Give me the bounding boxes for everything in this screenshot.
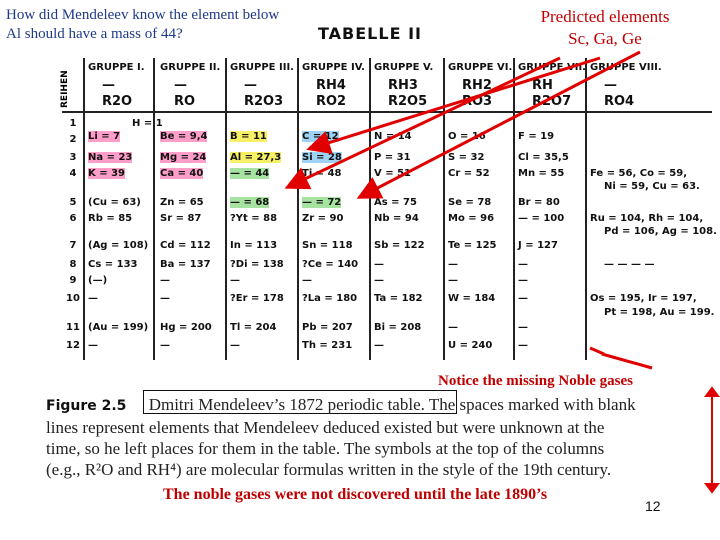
element-cell: (Ag = 108) xyxy=(88,240,149,251)
element-cell: Os = 195, Ir = 197, xyxy=(590,293,697,304)
element-cell: Cd = 112 xyxy=(160,240,211,251)
predicted-line-1: Predicted elements xyxy=(540,7,670,26)
group-header: GRUPPE II. xyxy=(160,62,221,73)
element-cell: — xyxy=(160,293,170,304)
element-cell: Ta = 182 xyxy=(374,293,423,304)
element-cell: — xyxy=(88,340,98,351)
element-cell: Sn = 118 xyxy=(302,240,353,251)
row-number: 9 xyxy=(69,275,77,286)
element-cell: Ru = 104, Rh = 104, xyxy=(590,213,704,224)
element-cell: Zn = 65 xyxy=(160,197,204,208)
oxide-formula: RO3 xyxy=(462,94,493,109)
group-header: GRUPPE IV. xyxy=(302,62,365,73)
element-cell: Sr = 87 xyxy=(160,213,202,224)
arrow-to-72 xyxy=(362,52,640,196)
element-cell: — = 68 xyxy=(230,197,270,208)
noble-gas-underline xyxy=(602,354,652,368)
element-cell: Hg = 200 xyxy=(160,322,212,333)
element-cell: ?Di = 138 xyxy=(230,259,284,270)
group-header: GRUPPE VII. xyxy=(518,62,586,73)
group-header: GRUPPE III. xyxy=(230,62,294,73)
oxide-formula: RO xyxy=(174,94,196,109)
element-cell: K = 39 xyxy=(88,168,126,179)
element-cell: — xyxy=(230,275,240,286)
element-cell: Pb = 207 xyxy=(302,322,353,333)
row-number: 2 xyxy=(69,134,77,145)
hydride-formula: — xyxy=(604,78,617,93)
element-cell: — xyxy=(374,259,384,270)
hydrogen-cell: H = 1 xyxy=(132,118,163,129)
element-cell: (Au = 199) xyxy=(88,322,149,333)
element-cell: — = 100 xyxy=(518,213,565,224)
element-cell: — xyxy=(518,340,528,351)
row-number: 10 xyxy=(66,293,80,304)
figure-caption xyxy=(46,394,720,480)
hydride-formula: RH4 xyxy=(316,78,346,93)
element-cell: ?Ce = 140 xyxy=(302,259,359,270)
element-cell: Mo = 96 xyxy=(448,213,495,224)
table-title: TABELLE II xyxy=(318,24,422,43)
element-cell: — = 72 xyxy=(302,197,342,208)
element-cell: Ba = 137 xyxy=(160,259,211,270)
row-number: 3 xyxy=(69,152,77,163)
row-number: 4 xyxy=(69,168,77,179)
element-cell: — xyxy=(448,275,458,286)
row-number: 6 xyxy=(69,213,77,224)
row-number: 8 xyxy=(69,259,77,270)
element-cell: Th = 231 xyxy=(302,340,353,351)
group-viii-cell: Pd = 106, Ag = 108. xyxy=(604,226,717,237)
element-cell: Ca = 40 xyxy=(160,168,204,179)
element-cell: O = 16 xyxy=(448,131,486,142)
group-header: GRUPPE V. xyxy=(374,62,434,73)
caption-line-3: time, so he left places for them in the table. The symbols at the top of the columns xyxy=(46,439,605,458)
group-header: GRUPPE I. xyxy=(88,62,145,73)
element-cell: — = 44 xyxy=(230,168,270,179)
group-header: GRUPPE VI. xyxy=(448,62,513,73)
bottom-note: The noble gases were not discovered until the late 1890’s xyxy=(163,486,548,503)
element-cell: — xyxy=(448,322,458,333)
oxide-formula: R2O5 xyxy=(388,94,428,109)
reihen-label: REIHEN xyxy=(60,70,70,108)
element-cell: Tl = 204 xyxy=(230,322,277,333)
element-cell: Al = 27,3 xyxy=(230,152,282,163)
element-cell: ?La = 180 xyxy=(302,293,358,304)
caption-line-2: lines represent elements that Mendeleev deduced existed but were unknown at the xyxy=(46,418,605,437)
element-cell: N = 14 xyxy=(374,131,412,142)
oxide-formula: R2O xyxy=(102,94,133,109)
element-cell: Na = 23 xyxy=(88,152,133,163)
element-cell: (Cu = 63) xyxy=(88,197,141,208)
element-cell: Mn = 55 xyxy=(518,168,565,179)
element-cell: V = 51 xyxy=(374,168,411,179)
element-cell: (—) xyxy=(88,275,108,286)
oxide-formula: R2O7 xyxy=(532,94,572,109)
element-cell: — xyxy=(518,275,528,286)
figure-label: Figure 2.5 xyxy=(46,398,127,414)
element-cell: — xyxy=(88,293,98,304)
element-cell: Cl = 35,5 xyxy=(518,152,569,163)
element-cell: — xyxy=(160,340,170,351)
group-viii-dashes: — — — — xyxy=(604,259,655,270)
element-cell: — xyxy=(518,259,528,270)
caption-line-4: (e.g., R²O and RH⁴) are molecular formulas written in the style of the 19th century. xyxy=(46,460,612,479)
element-cell: — xyxy=(374,275,384,286)
group-header: GRUPPE VIII. xyxy=(590,62,662,73)
element-cell: Bi = 208 xyxy=(374,322,422,333)
element-cell: Fe = 56, Co = 59, xyxy=(590,168,688,179)
element-cell: Be = 9,4 xyxy=(160,131,208,142)
row-number: 1 xyxy=(69,118,77,129)
element-cell: — xyxy=(160,275,170,286)
element-cell: — xyxy=(518,293,528,304)
element-cell: In = 113 xyxy=(230,240,278,251)
element-cell: Zr = 90 xyxy=(302,213,344,224)
element-cell: S = 32 xyxy=(448,152,485,163)
element-cell: ?Yt = 88 xyxy=(230,213,278,224)
element-cell: Ti = 48 xyxy=(302,168,342,179)
arrow-to-68 xyxy=(312,58,600,148)
element-cell: As = 75 xyxy=(374,197,417,208)
element-cell: ?Er = 178 xyxy=(230,293,284,304)
notice-noble-gases: Notice the missing Noble gases xyxy=(438,373,633,389)
oxide-formula: RO4 xyxy=(604,94,635,109)
hydride-formula: — xyxy=(174,78,187,93)
hydride-formula: RH xyxy=(532,78,553,93)
element-cell: Cr = 52 xyxy=(448,168,490,179)
element-cell: — xyxy=(374,340,384,351)
element-cell: — xyxy=(448,259,458,270)
group-viii-cell: Ni = 59, Cu = 63. xyxy=(604,181,700,192)
element-cell: — xyxy=(518,322,528,333)
element-cell: Rb = 85 xyxy=(88,213,133,224)
element-cell: Si = 28 xyxy=(302,152,342,163)
element-cell: F = 19 xyxy=(518,131,555,142)
element-cell: Se = 78 xyxy=(448,197,492,208)
element-cell: Cs = 133 xyxy=(88,259,138,270)
element-cell: W = 184 xyxy=(448,293,496,304)
row-number: 12 xyxy=(66,340,80,351)
element-cell: Sb = 122 xyxy=(374,240,425,251)
hydride-formula: — xyxy=(244,78,257,93)
element-cell: U = 240 xyxy=(448,340,493,351)
element-cell: Nb = 94 xyxy=(374,213,419,224)
element-cell: Br = 80 xyxy=(518,197,560,208)
caption-lead: Dmitri Mendeleev’s 1872 periodic table. xyxy=(148,395,425,414)
oxide-formula: R2O3 xyxy=(244,94,284,109)
question-text: How did Mendeleev know the element below Al should have a mass of 44? xyxy=(6,7,280,42)
row-number: 5 xyxy=(69,197,77,208)
element-cell: — xyxy=(302,275,312,286)
caption-line-1: The spaces marked with blank xyxy=(428,395,636,414)
element-cell: Mg = 24 xyxy=(160,152,207,163)
hydride-formula: RH3 xyxy=(388,78,418,93)
element-cell: B = 11 xyxy=(230,131,267,142)
oxide-formula: RO2 xyxy=(316,94,347,109)
element-cell: — xyxy=(230,340,240,351)
element-cell: C = 12 xyxy=(302,131,339,142)
group-viii-cell: Pt = 198, Au = 199. xyxy=(604,307,715,318)
predicted-line-2: Sc, Ga, Ge xyxy=(568,29,642,48)
element-cell: J = 127 xyxy=(518,240,558,251)
row-number: 7 xyxy=(69,240,77,251)
hydride-formula: RH2 xyxy=(462,78,492,93)
row-number: 11 xyxy=(66,322,80,333)
element-cell: P = 31 xyxy=(374,152,411,163)
hydride-formula: — xyxy=(102,78,115,93)
arrow-to-44 xyxy=(290,58,560,186)
page-number: 12 xyxy=(645,498,661,514)
element-cell: Li = 7 xyxy=(88,131,121,142)
element-cell: Te = 125 xyxy=(448,240,497,251)
